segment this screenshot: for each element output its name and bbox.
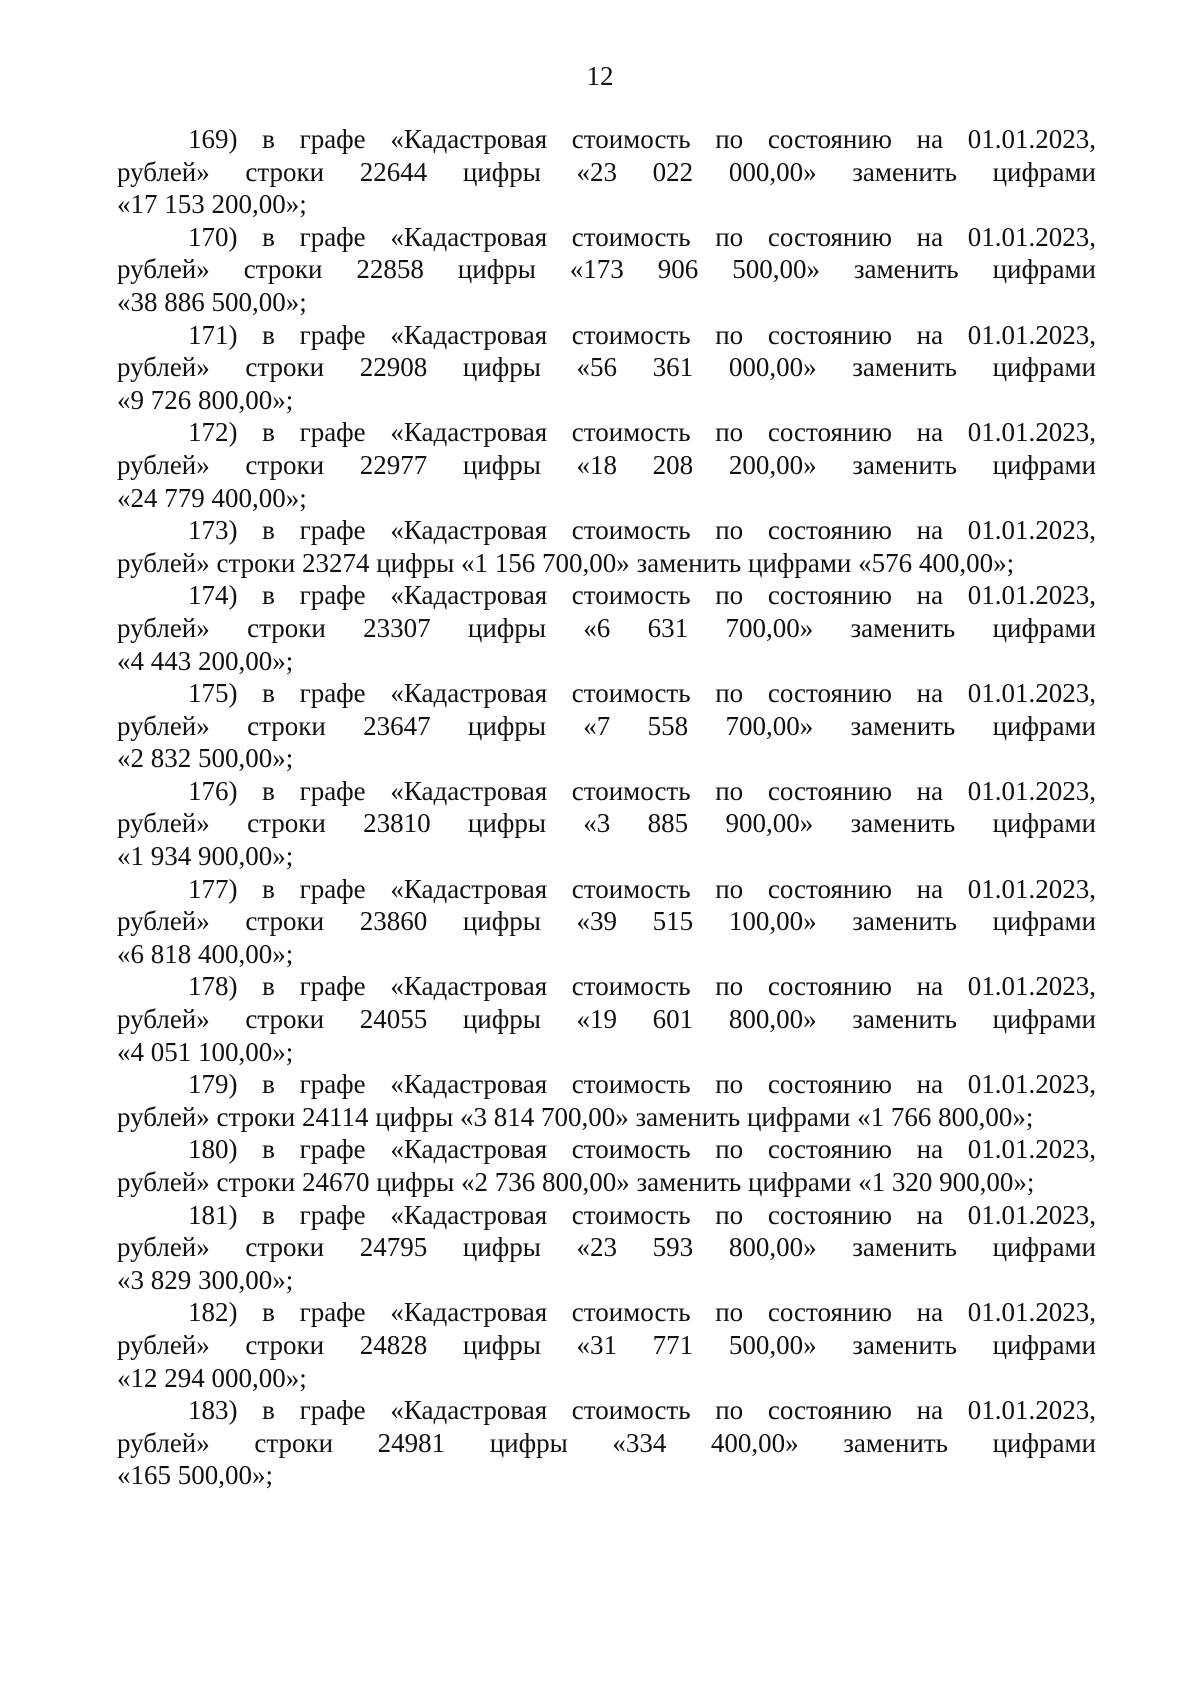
item-line-2: рублей» строки 24828 цифры «31 771 500,00» заменить цифрами [117,1329,1096,1360]
amendment-item-172 [117,416,1096,514]
item-line-2: рублей» строки 24114 цифры «3 814 700,00» заменить цифрами «1 766 800,00»; [117,1101,1034,1132]
item-line-3: «9 726 800,00»; [117,384,294,415]
item-line-1: 178) в графе «Кадастровая стоимость по состоянию на 01.01.2023, [188,971,1096,1002]
amendment-item-177 [117,873,1096,971]
amendment-item-176 [117,775,1096,873]
item-line-3: «165 500,00»; [117,1460,274,1491]
amendment-item-183 [117,1394,1096,1492]
item-line-3: «6 818 400,00»; [117,938,294,969]
document-body [117,123,1096,1492]
item-line-3: «1 934 900,00»; [117,841,294,872]
item-line-2: рублей» строки 22908 цифры «56 361 000,00» заменить цифрами [117,352,1096,383]
item-line-1: 179) в графе «Кадастровая стоимость по состоянию на 01.01.2023, [188,1069,1096,1100]
item-line-3: «4 051 100,00»; [117,1036,294,1067]
item-line-1: 175) в графе «Кадастровая стоимость по состоянию на 01.01.2023, [188,678,1096,709]
amendment-item-169 [117,123,1096,221]
amendment-item-174 [117,579,1096,677]
item-line-2: рублей» строки 23810 цифры «3 885 900,00» заменить цифрами [117,808,1096,839]
item-line-3: «38 886 500,00»; [117,286,307,317]
amendment-item-181 [117,1199,1096,1297]
item-line-2: рублей» строки 24055 цифры «19 601 800,00» заменить цифрами [117,1004,1096,1035]
item-line-2: рублей» строки 24795 цифры «23 593 800,00» заменить цифрами [117,1232,1096,1263]
item-line-3: «17 153 200,00»; [117,189,307,220]
item-line-3: «4 443 200,00»; [117,645,294,676]
page-number: 12 [586,61,614,91]
amendment-item-170 [117,221,1096,319]
item-line-2: рублей» строки 23647 цифры «7 558 700,00» заменить цифрами [117,710,1096,741]
item-line-3: «3 829 300,00»; [117,1264,294,1295]
amendment-item-175 [117,677,1096,775]
item-line-3: «12 294 000,00»; [117,1362,307,1393]
item-line-2: рублей» строки 23860 цифры «39 515 100,00» заменить цифрами [117,906,1096,937]
item-line-1: 172) в графе «Кадастровая стоимость по состоянию на 01.01.2023, [188,417,1096,448]
item-line-2: рублей» строки 24981 цифры «334 400,00» заменить цифрами [117,1427,1096,1458]
amendment-item-182 [117,1296,1096,1394]
item-line-2: рублей» строки 22858 цифры «173 906 500,00» заменить цифрами [117,254,1096,285]
item-line-2: рублей» строки 23274 цифры «1 156 700,00» заменить цифрами «576 400,00»; [117,547,1015,578]
item-line-1: 173) в графе «Кадастровая стоимость по состоянию на 01.01.2023, [188,515,1096,546]
item-line-3: «24 779 400,00»; [117,482,307,513]
item-line-1: 170) в графе «Кадастровая стоимость по состоянию на 01.01.2023, [188,221,1096,252]
amendment-item-179 [117,1068,1096,1133]
item-line-1: 181) в графе «Кадастровая стоимость по состоянию на 01.01.2023, [188,1199,1096,1230]
item-line-1: 174) в графе «Кадастровая стоимость по состоянию на 01.01.2023, [188,580,1096,611]
amendment-item-178 [117,970,1096,1068]
amendment-item-173 [117,514,1096,579]
item-line-1: 182) в графе «Кадастровая стоимость по состоянию на 01.01.2023, [188,1297,1096,1328]
item-line-2: рублей» строки 22644 цифры «23 022 000,00» заменить цифрами [117,156,1096,187]
item-line-3: «2 832 500,00»; [117,743,294,774]
item-line-2: рублей» строки 24670 цифры «2 736 800,00» заменить цифрами «1 320 900,00»; [117,1167,1035,1197]
amendment-item-180 [117,1133,1096,1198]
item-line-1: 171) в графе «Кадастровая стоимость по состоянию на 01.01.2023, [188,319,1096,350]
item-line-1: 183) в графе «Кадастровая стоимость по состоянию на 01.01.2023, [188,1395,1096,1426]
item-line-2: рублей» строки 23307 цифры «6 631 700,00» заменить цифрами [117,612,1096,643]
amendment-item-171 [117,319,1096,417]
item-line-2: рублей» строки 22977 цифры «18 208 200,00» заменить цифрами [117,449,1096,480]
item-line-1: 180) в графе «Кадастровая стоимость по состоянию на 01.01.2023, [188,1134,1096,1165]
item-line-1: 177) в графе «Кадастровая стоимость по состоянию на 01.01.2023, [188,873,1096,904]
item-line-1: 169) в графе «Кадастровая стоимость по состоянию на 01.01.2023, [188,124,1096,154]
item-line-1: 176) в графе «Кадастровая стоимость по состоянию на 01.01.2023, [188,775,1096,806]
